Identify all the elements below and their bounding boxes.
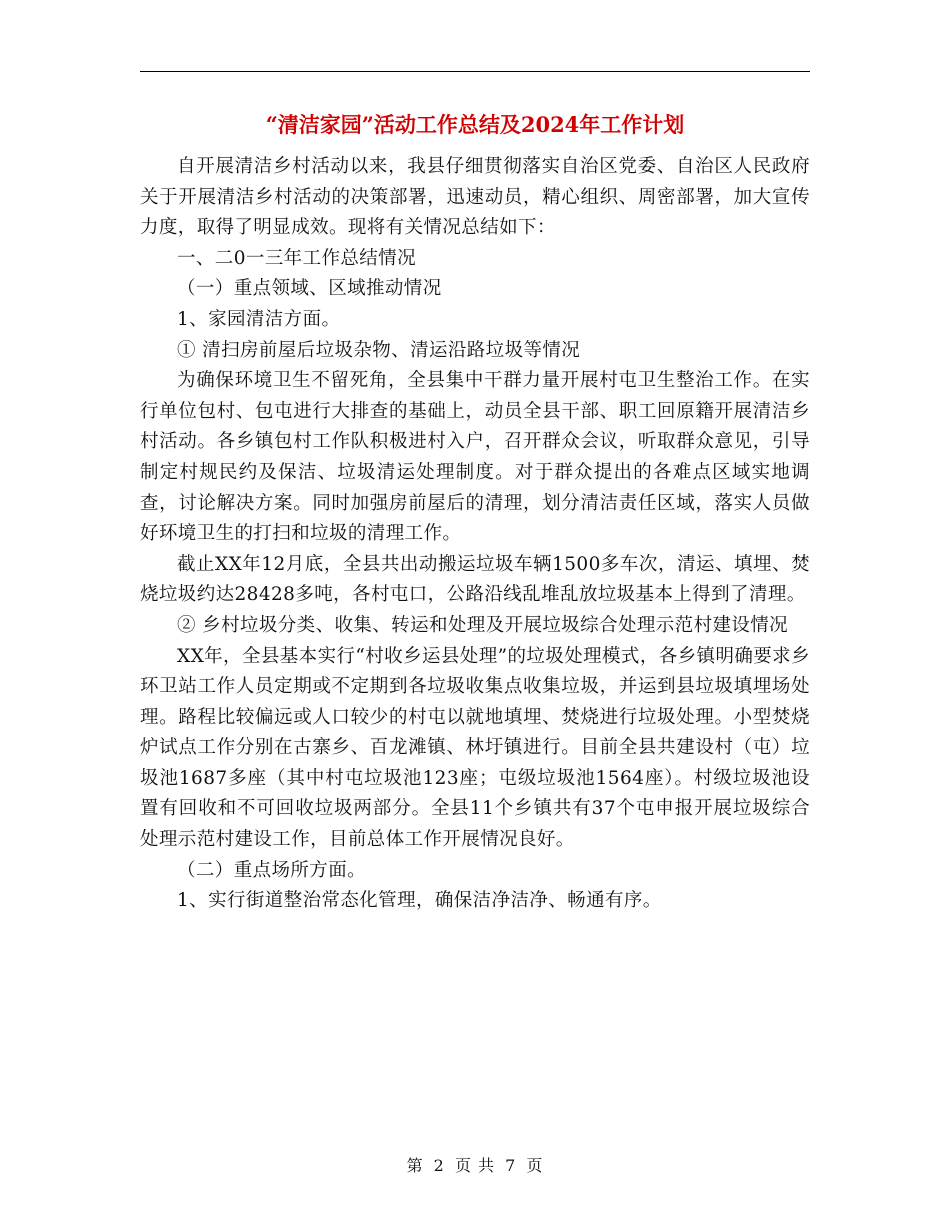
footer-mid: 页 共 <box>454 1156 496 1175</box>
heading-subsection-2: （二）重点场所方面。 <box>177 859 367 881</box>
paragraph-sanitation: 为确保环境卫生不留死角，全县集中干群力量开展村屯卫生整治工作。在实行单位包村、包屯进行大排查的基础上，动员全县干部、职工回原籍开展清洁乡村活动。各乡镇包村工作队积极进村入户，召开群众会议，听取群众意见，引导制定村规民约及保洁、垃圾清运处理制度。对于群众提出的各难点区域实地调查，讨论解决方案。同时加强房前屋后的清理，划分清洁责任区域，落实人员做好环境卫生的打扫和垃圾的清理工作。 <box>140 370 810 545</box>
heading-subsection-1: （一）重点领域、区域推动情况 <box>177 278 442 300</box>
heading-section-1: 一、二0一三年工作总结情况 <box>177 247 416 269</box>
heading-item-1: 1、家园清洁方面。 <box>177 308 341 330</box>
heading-point-1: ① 清扫房前屋后垃圾杂物、清运沿路垃圾等情况 <box>177 339 581 361</box>
paragraph-intro: 自开展清洁乡村活动以来，我县仔细贯彻落实自治区党委、自治区人民政府关于开展清洁乡村活动的决策部署，迅速动员，精心组织、周密部署，加大宣传力度，取得了明显成效。现将有关情况总结如下： <box>140 156 810 239</box>
header-rule <box>140 71 810 72</box>
heading-item-street: 1、实行街道整治常态化管理，确保洁净洁净、畅通有序。 <box>177 890 662 912</box>
paragraph-garbage-model: XX年，全县基本实行“村收乡运县处理”的垃圾处理模式，各乡镇明确要求乡环卫站工作人员定期或不定期到各垃圾收集点收集垃圾，并运到县垃圾填埋场处理。路程比较偏远或人口较少的村屯以就地填埋、焚烧进行垃圾处理。小型焚烧炉试点工作分别在古寨乡、百龙滩镇、林圩镇进行。目前全县共建设村（屯）垃圾池1687多座（其中村屯垃圾池123座；屯级垃圾池1564座）。村级垃圾池设置有回收和不可回收垃圾两部分。全县11个乡镇共有37个屯申报开展垃圾综合处理示范村建设工作，目前总体工作开展情况良好。 <box>140 645 810 851</box>
document-body <box>140 152 810 917</box>
heading-point-2: ② 乡村垃圾分类、收集、转运和处理及开展垃圾综合处理示范村建设情况 <box>177 614 789 636</box>
footer-current-page: 2 <box>433 1156 445 1175</box>
footer-total-pages: 7 <box>505 1156 517 1175</box>
document-title: “清洁家园”活动工作总结及2024年工作计划 <box>265 112 685 137</box>
paragraph-statistics: 截止XX年12月底，全县共出动搬运垃圾车辆1500多车次，清运、填埋、焚烧垃圾约达28428多吨，各村屯口，公路沿线乱堆乱放垃圾基本上得到了清理。 <box>140 553 810 606</box>
footer-prefix: 第 <box>406 1156 424 1175</box>
footer-suffix: 页 <box>526 1156 544 1175</box>
page-footer <box>0 1153 950 1176</box>
